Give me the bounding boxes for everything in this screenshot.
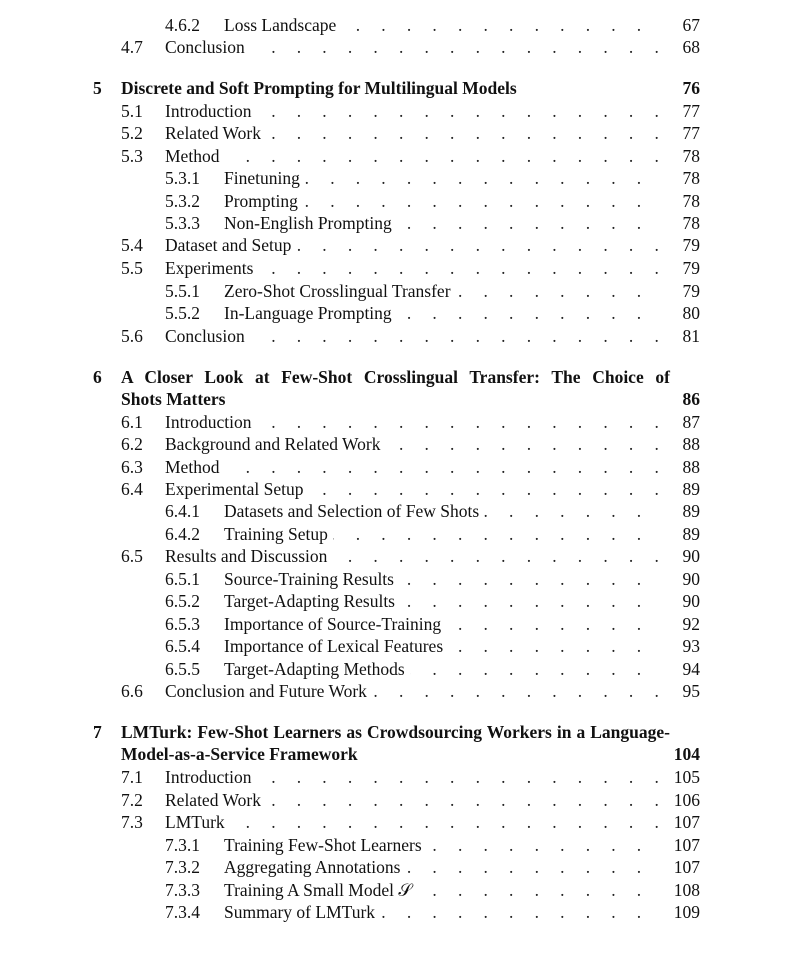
toc-chapter-entry[interactable] [0,77,700,99]
section-number: 5.3 [121,146,143,166]
toc-section-entry[interactable] [0,766,700,788]
section-number: 5.1 [121,101,143,121]
toc-subsection-entry[interactable] [0,834,700,856]
subsection-title: Target-Adapting Results [224,590,400,612]
section-title: Conclusion [165,325,250,347]
page-number: 88 [660,456,700,478]
chapter-title-continued: Model-as-a-Service Framework [121,744,358,764]
subsection-number: 5.3.3 [165,213,200,233]
subsection-title: Training Few-Shot Learners [224,834,427,856]
page-number: 106 [660,789,700,811]
subsection-number: 6.5.4 [165,636,200,656]
section-title: Method [165,145,224,167]
page-number: 79 [660,257,700,279]
subsection-number: 6.5.1 [165,569,200,589]
subsection-number: 6.5.3 [165,614,200,634]
subsection-number: 6.5.2 [165,591,200,611]
section-number: 7.2 [121,790,143,810]
subsection-number: 4.6.2 [165,15,200,35]
page-number: 94 [660,658,700,680]
section-number: 6.3 [121,457,143,477]
chapter-number: 6 [93,367,102,387]
dot-leader [169,811,666,833]
chapter-title: Discrete and Soft Prompting for Multilingual Models [121,78,517,98]
toc-section-entry[interactable] [0,456,700,478]
section-title: Experiments [165,257,258,279]
section-title: Conclusion [165,36,250,58]
page-number: 87 [660,411,700,433]
section-number: 6.6 [121,681,143,701]
toc-subsection-entry[interactable] [0,856,700,878]
page-number: 93 [660,635,700,657]
subsection-number: 7.3.4 [165,902,200,922]
page-number: 78 [660,167,700,189]
page-number: 92 [660,613,700,635]
toc-subsection-entry[interactable] [0,590,700,612]
page-number: 68 [660,36,700,58]
toc-section-entry[interactable] [0,122,700,144]
subsection-number: 5.3.1 [165,168,200,188]
toc-subsection-entry[interactable] [0,568,700,590]
page-number: 78 [660,190,700,212]
toc-section-entry[interactable] [0,478,700,500]
toc-subsection-entry[interactable] [0,302,700,324]
section-number: 5.4 [121,235,143,255]
toc-section-entry[interactable] [0,789,700,811]
chapter-title-continued: Shots Matters [121,389,226,409]
toc-subsection-entry[interactable] [0,190,700,212]
page-number: 89 [660,478,700,500]
page-number: 76 [660,77,700,99]
toc-section-entry[interactable] [0,234,700,256]
toc-section-entry[interactable] [0,36,700,58]
section-title: Conclusion and Future Work [165,680,372,702]
subsection-number: 7.3.3 [165,880,200,900]
section-number: 5.6 [121,326,143,346]
toc-section-entry[interactable] [0,811,700,833]
subsection-title: Zero-Shot Crosslingual Transfer [224,280,456,302]
toc-chapter-entry[interactable] [0,721,700,743]
dot-leader [169,145,666,167]
toc-chapter-entry-continued[interactable] [0,743,700,765]
toc-chapter-entry[interactable] [0,366,700,388]
subsection-title: Target-Adapting Methods [224,658,410,680]
toc-subsection-entry[interactable] [0,879,700,901]
page-number: 107 [660,811,700,833]
subsection-number: 6.5.5 [165,659,200,679]
page-number: 105 [660,766,700,788]
page-number: 107 [660,834,700,856]
subsection-number: 5.5.1 [165,281,200,301]
subsection-title: Importance of Source-Training [224,613,446,635]
section-title: Experimental Setup [165,478,309,500]
subsection-title: Training Setup [224,523,333,545]
toc-subsection-entry[interactable] [0,613,700,635]
section-number: 6.1 [121,412,143,432]
toc-subsection-entry[interactable] [0,658,700,680]
page-number: 86 [660,388,700,410]
subsection-title: Summary of LMTurk [224,901,380,923]
subsection-title: Non-English Prompting [224,212,397,234]
page-number: 107 [660,856,700,878]
subsection-number: 7.3.1 [165,835,200,855]
section-title: Results and Discussion [165,545,332,567]
subsection-number: 7.3.2 [165,857,200,877]
toc-section-entry[interactable] [0,680,700,702]
toc-subsection-entry[interactable] [0,901,700,923]
section-title: Background and Related Work [165,433,386,455]
section-number: 7.1 [121,767,143,787]
subsection-number: 5.3.2 [165,191,200,211]
toc-section-entry[interactable] [0,411,700,433]
chapter-number: 5 [93,78,102,98]
section-number: 5.5 [121,258,143,278]
page-number: 104 [660,743,700,765]
page-number: 90 [660,568,700,590]
page-number: 109 [660,901,700,923]
page-number: 78 [660,212,700,234]
subsection-title: In-Language Prompting [224,302,397,324]
page-number: 78 [660,145,700,167]
section-title: LMTurk [165,811,230,833]
page-number: 108 [660,879,700,901]
page-number: 90 [660,545,700,567]
page-number: 90 [660,590,700,612]
toc-section-entry[interactable] [0,545,700,567]
toc-chapter-entry-continued[interactable] [0,388,700,410]
page-number: 79 [660,234,700,256]
toc-section-entry[interactable] [0,433,700,455]
toc-section-entry[interactable] [0,100,700,122]
toc-subsection-entry[interactable] [0,523,700,545]
section-title: Introduction [165,766,257,788]
subsection-number: 6.4.1 [165,501,200,521]
toc-subsection-entry[interactable] [0,635,700,657]
section-title: Method [165,456,224,478]
toc-section-entry[interactable] [0,257,700,279]
subsection-title: Training A Small Model 𝒮 [224,879,417,901]
page-number: 95 [660,680,700,702]
section-number: 7.3 [121,812,143,832]
section-title: Related Work [165,122,266,144]
page-number: 79 [660,280,700,302]
subsection-number: 5.5.2 [165,303,200,323]
section-title: Related Work [165,789,266,811]
toc-subsection-entry[interactable] [0,212,700,234]
subsection-title: Prompting [224,190,303,212]
toc-subsection-entry[interactable] [0,280,700,302]
page-number: 77 [660,100,700,122]
page-number: 81 [660,325,700,347]
section-number: 6.2 [121,434,143,454]
toc-subsection-entry[interactable] [0,167,700,189]
section-number: 6.5 [121,546,143,566]
chapter-title: LMTurk: Few-Shot Learners as Crowdsourcing Workers in a Language- [121,722,670,742]
toc-subsection-entry[interactable] [0,14,700,36]
subsection-number: 6.4.2 [165,524,200,544]
toc-subsection-entry[interactable] [0,500,700,522]
subsection-title: Importance of Lexical Features [224,635,448,657]
page-number: 88 [660,433,700,455]
subsection-title: Aggregating Annotations [224,856,405,878]
section-number: 6.4 [121,479,143,499]
subsection-title: Datasets and Selection of Few Shots [224,500,484,522]
page-number: 89 [660,500,700,522]
chapter-number: 7 [93,722,102,742]
page-number: 77 [660,122,700,144]
subsection-title: Finetuning [224,167,305,189]
toc-section-entry[interactable] [0,145,700,167]
section-number: 4.7 [121,37,143,57]
subsection-title: Source-Training Results [224,568,399,590]
section-title: Dataset and Setup [165,234,296,256]
section-title: Introduction [165,100,257,122]
page-number: 89 [660,523,700,545]
chapter-title: A Closer Look at Few-Shot Crosslingual Transfer: The Choice of [121,367,670,387]
dot-leader [169,456,666,478]
toc-section-entry[interactable] [0,325,700,347]
section-title: Introduction [165,411,257,433]
section-number: 5.2 [121,123,143,143]
page-number: 67 [660,14,700,36]
page-number: 80 [660,302,700,324]
subsection-title: Loss Landscape [224,14,341,36]
